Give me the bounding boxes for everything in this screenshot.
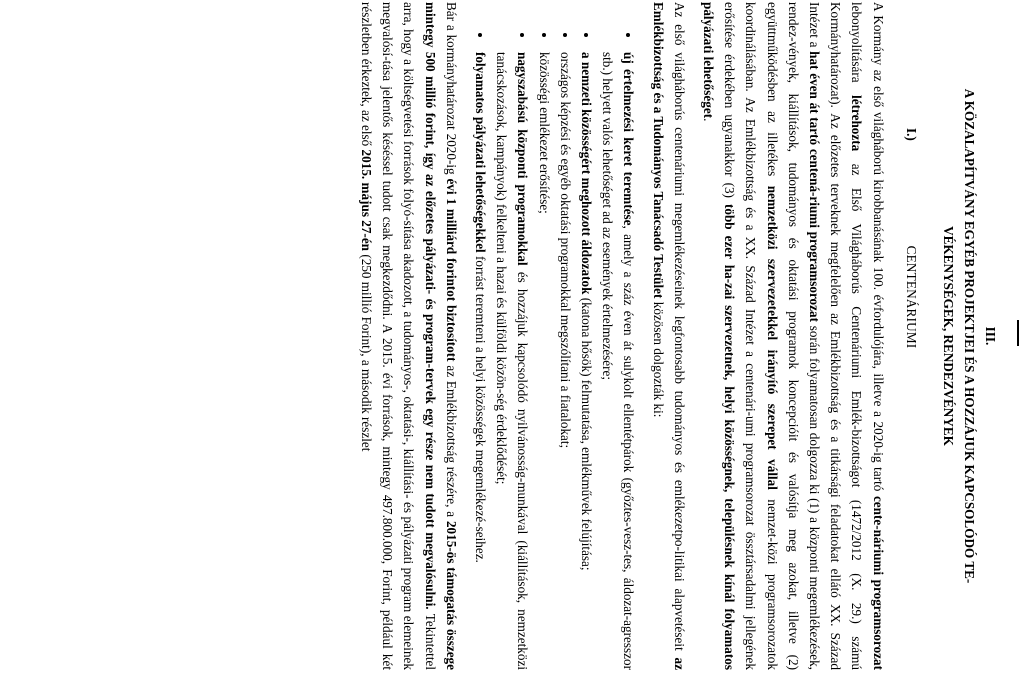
p1-text-4: során folyamatosan dolgozza ki (1) a központi megemlékezések, rendez-vények, kiállítások, tudományos és oktatási programok koncepcióit és valósítja meg azokat, illetve (2) együttműködésben az illetékes <box>764 2 822 670</box>
p1-bold-1: cente-náriumi programsorozat <box>870 495 886 671</box>
p1-bold-4: nemzetközi szervezetekkel irányító szerepet vállal <box>764 185 780 490</box>
p1-bold-5: több ezer ha-zai szervezetnek, helyi közösségnek, településnek kínál folyamatos pályázati lehetőséget <box>700 2 738 670</box>
list-item-bold: új értelmezési keret teremtése <box>621 52 637 226</box>
paragraph-3 <box>356 2 462 670</box>
list-item-text: (katona hősök) felmutatása, emlékművek felújítása; <box>578 294 594 571</box>
list-item-text: országos képzési és egyéb oktatási programokkal megszólítani a fiatalokat; <box>557 52 573 449</box>
p1-bold-2: létrehozta <box>849 95 865 152</box>
list-item <box>533 48 554 670</box>
p1-text-5: nemzet-közi programsorozatok koordinálásában. Az Emlékbizottság és a XX. Század Intézet a centenári-umi programsorozat össztársadalmi jellegének erősítése érdekében ugyanakkor (3) <box>722 2 780 670</box>
section-heading <box>901 2 922 670</box>
p3-text-1: Bár a kormányhatározat 2020-ig <box>443 2 459 179</box>
list-item-bold: folyamatos pályázati lehetőségekkel <box>472 52 488 253</box>
list-item-bold: nagyszabású központi programokkal <box>515 52 531 266</box>
list-item-bold: a nemzeti közösségért meghozott áldozatok <box>578 52 594 295</box>
p3-bold-1: évi 1 milliárd forintot biztosított <box>443 178 459 362</box>
chapter-number: III. <box>983 326 998 346</box>
section-number: I.) <box>903 128 919 141</box>
list-item-text: és hozzájuk kapcsolódó nyilvánosság-munkával (kiállítások, nemzetközi tanácskozások, kampányok) felkelteni a hazai és külföldi közön-ség érdeklődését; <box>494 52 531 671</box>
paragraph-1 <box>698 2 889 670</box>
document-body <box>348 2 1003 670</box>
list-item <box>576 48 597 670</box>
section-title: CENTENÁRIUMI <box>903 245 919 349</box>
p3-bold-2: 2015-ös támogatás összege mintegy 500 millió forint, így az előzetes pályázati- és program-tervek egy része nem tudott megvalósulni. <box>422 2 459 670</box>
p1-text-2: lebonyolítására <box>849 2 865 96</box>
p3-text-4: (250 millió Forint), a második részlet <box>358 251 374 452</box>
list-item <box>491 48 533 670</box>
chapter-title-line-1: A KÖZALAPÍTVÁNY EGYÉB PROJEKTJEI ÉS A HOZZÁJUK KAPCSOLÓDÓ TE- <box>961 88 977 584</box>
p1-text-3: az Első Világháborús Centenáriumi Emlék-bizottságot (1472/2012 (X. 29.) számú Kormányhatározat). Az előzetes terveknek megfelelően az Emlékbizottság és a titkársági feladatokat ellátó XX. Század Intézet a <box>806 2 865 671</box>
p3-text-3: Tekintettel arra, hogy a költségvetési források folyó-sítása akadozott, a tudományos-, oktatási-, kiállítási- és pályázati program elemeinek megvalósí-tása jelentős késéssel tudott csak megkezdődni. A 2015. évi források, mintegy 497.800.000, Forint, például két részletben érkeztek, az első <box>358 2 438 670</box>
p1-text-1: A Kormány az első világháború kirobbanásának 100. évfordulójára, illetve a 2020-ig tartó <box>870 2 886 496</box>
list-item-text: forrást teremteni a helyi közösségek megemlékezé-seihez. <box>472 252 488 563</box>
list-item <box>597 48 639 670</box>
list-item-text: közösségi emlékezet erősítése; <box>536 52 552 214</box>
p3-bold-3: 2015. május 27-én <box>358 149 374 252</box>
p1-bold-3: hat éven át tartó centená-riumi programsorozat <box>806 51 822 322</box>
p3-text-2: az Emlékbizottság részére, a <box>443 361 459 521</box>
p2-bold-1: az Emlékbizottság és a Tudományos Tanácsadó Testület <box>650 2 687 670</box>
bullet-list <box>470 2 640 670</box>
list-item-text: , amely a száz éven át sulykolt ellentétpárok (győztes-vesz-tes, áldozat-agresszor stb.) helyett valós lehetőséget ad az események értelmezésére; <box>600 52 637 670</box>
page-marker <box>1017 320 1019 346</box>
p2-text-1: Az első világháborús centenáriumi megemlékezéseinek legfontosabb tudományos és emlékezetpo-litikai alapvetéseit <box>671 2 687 658</box>
p1-text-6: . <box>700 118 716 122</box>
p2-text-2: közösen dolgozták ki: <box>650 298 666 418</box>
paragraph-2 <box>647 2 689 670</box>
chapter-title-line-2: VÉKENYSÉGEK, RENDEZVÉNYEK <box>940 226 956 446</box>
list-item <box>555 48 576 670</box>
list-item <box>470 48 491 670</box>
